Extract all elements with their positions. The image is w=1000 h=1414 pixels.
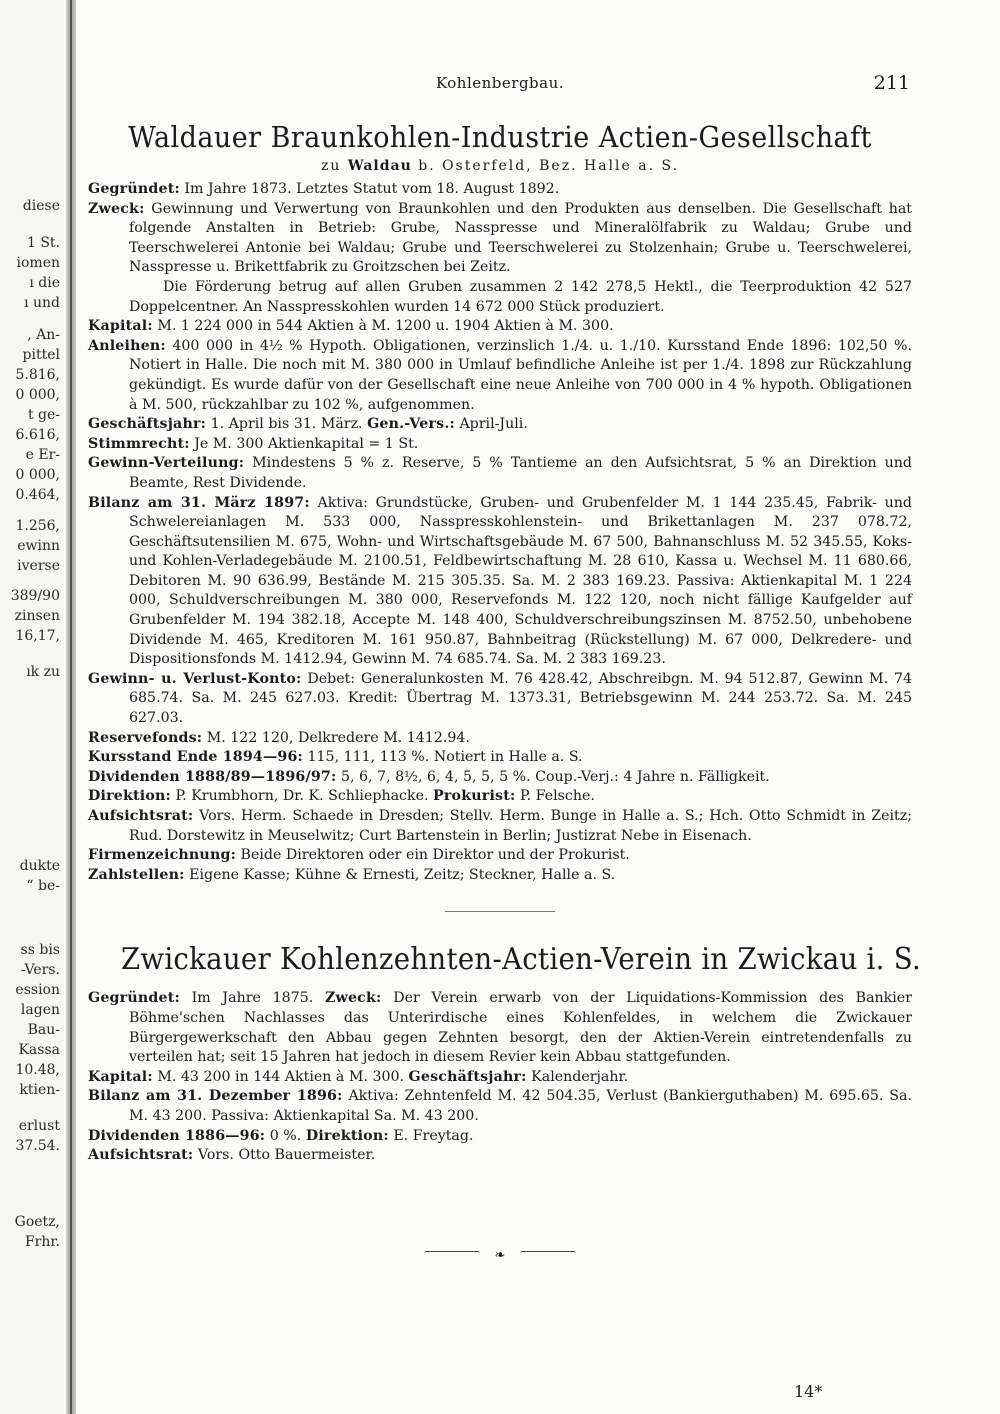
margin-fragment: iverse <box>17 558 60 574</box>
entry-text: Debet: Generalunkosten M. 76 428.42, Abschreibgn. M. 94 512.87, Gewinn M. 74 685.74. Sa. M. 245 627.03. Kredit: Übertrag M. 1373.31, Betriebsgewinn M. 244 253.72. Sa. M. 245 627.03. <box>129 670 912 727</box>
entry-label: Zahlstellen: <box>88 866 185 883</box>
entry-label: Reservefonds: <box>88 729 203 746</box>
margin-fragment: 16,17, <box>15 628 60 644</box>
margin-fragment: 1 St. <box>26 235 60 251</box>
entry <box>88 180 912 200</box>
signature-mark: 14* <box>794 1382 823 1401</box>
entry-text: Vors. Herm. Schaede in Dresden; Stellv. Herm. Bunge in Halle a. S.; Hch. Otto Schmidt in Zeitz; Rud. Dorstewitz in Meuselwitz; Curt Bartenstein in Berlin; Justizrat Nebe in Eisenach. <box>129 808 912 844</box>
entry-label: Gen.-Vers.: <box>367 416 455 433</box>
entry <box>88 729 912 749</box>
margin-fragment: -Vers. <box>20 962 60 978</box>
entry-text: Aktiva: Zehntenfeld M. 42 504.35, Verlust (Bankierguthaben) M. 695.65. Sa. M. 43 200. Passiva: Aktienkapital Sa. M. 43 200. <box>129 1088 912 1124</box>
entry-label: Dividenden 1888/89—1896/97: <box>88 768 337 785</box>
entry-text: Im Jahre 1875. <box>191 990 314 1007</box>
margin-fragment: Bau- <box>27 1022 60 1038</box>
entry-text: Eigene Kasse; Kühne & Ernesti, Zeitz; Steckner, Halle a. S. <box>189 866 616 883</box>
margin-fragment: ession <box>15 982 60 998</box>
entry <box>88 278 912 317</box>
entry-text: Beide Direktoren oder ein Direktor und der Prokurist. <box>240 847 630 864</box>
margin-fragment: ewinn <box>17 538 60 554</box>
entry-text: 400 000 in 4½ % Hypoth. Obligationen, verzinslich 1./4. u. 1./10. Kursstand Ende 1896: 102,50 %. Notiert in Halle. Die noch mit M. 380 000 in Umlauf befindliche Anleihe ist per 1./4. 1898 zur Rückzahlung gekündigt. Es wurde dafür von der Gesellschaft eine neue Anleihe von 700 000 in 4 % hypoth. Obligationen à M. 500, rückzahlbar zu 102 %, aufgenommen. <box>129 337 912 413</box>
margin-fragment: 6.616, <box>15 427 60 443</box>
entry <box>88 1146 912 1166</box>
company-title-2: Zwickauer Kohlenzehnten-Actien-Verein in Zwickau i. S. <box>120 942 922 978</box>
entry-label: Kapital: <box>88 1068 153 1085</box>
margin-fragment: 1.256, <box>15 518 60 534</box>
entry-text: P. Felsche. <box>519 788 595 805</box>
entry-text: 115, 111, 113 %. Notiert in Halle a. S. <box>307 749 583 766</box>
company-2-entries <box>88 989 912 1165</box>
margin-fragment: t ge- <box>27 407 60 423</box>
entry-text: 5, 6, 7, 8½, 6, 4, 5, 5, 5 %. Coup.-Verj.: 4 Jahre n. Fälligkeit. <box>340 768 770 785</box>
entry-text: Mindestens 5 % z. Reserve, 5 % Tantieme an den Aufsichtsrat, 5 % an Direktion und Beamte, Rest Dividende. <box>129 455 912 491</box>
entry-label: Direktion: <box>88 788 171 805</box>
margin-fragment: erlust <box>18 1118 60 1134</box>
page-body <box>88 70 922 1263</box>
entry <box>88 494 912 670</box>
margin-fragment: Kassa <box>18 1042 60 1058</box>
margin-fragment: ı die <box>29 275 60 291</box>
margin-fragment: ktien- <box>19 1082 60 1098</box>
entry-label: Direktion: <box>305 1127 389 1144</box>
entry <box>88 748 912 768</box>
page-number: 211 <box>873 72 910 94</box>
entry <box>88 768 912 788</box>
margin-fragment: 37.54. <box>15 1138 60 1154</box>
running-head <box>88 70 912 100</box>
entry <box>88 337 912 415</box>
entry-text: Gewinnung und Verwertung von Braunkohlen und den Produkten aus denselben. Die Gesellschaft hat folgende Anstalten in Betrieb: Grube, Nasspresse und Mineralölfabrik zu Waldau; Grube und Teerschwelerei Antonie bei Waldau; Grube und Teerschwelerei zu Stolzenhain; Grube u. Teerschwelerei, Nasspresse u. Brikettfabrik zu Groitzschen bei Zeitz. <box>129 200 912 276</box>
entry-label: Zweck: <box>324 990 382 1007</box>
entry-label: Gewinn- u. Verlust-Konto: <box>88 670 302 687</box>
margin-fragment: ı und <box>24 295 60 311</box>
entry-label: Geschäftsjahr: <box>408 1068 527 1085</box>
margin-fragment: 10.48, <box>15 1062 60 1078</box>
entry-label: Zweck: <box>88 200 145 217</box>
entry-text: Kalenderjahr. <box>531 1068 629 1085</box>
entry <box>88 866 912 886</box>
margin-fragment: diese <box>22 198 60 214</box>
entry-text: April-Juli. <box>459 416 528 433</box>
entry-label: Kursstand Ende 1894—96: <box>88 749 303 766</box>
entry-label: Anleihen: <box>88 337 166 354</box>
location-rest: b. Osterfeld, Bez. Halle a. S. <box>418 158 680 174</box>
entry-text: Im Jahre 1873. Letztes Statut vom 18. August 1892. <box>184 181 560 197</box>
margin-fragment: 0 000, <box>15 387 60 403</box>
end-ornament <box>425 1244 575 1263</box>
entry-label: Gegründet: <box>88 990 180 1007</box>
margin-fragment: Goetz, <box>14 1214 60 1230</box>
entry-label: Geschäftsjahr: <box>88 416 207 433</box>
entry-label: Prokurist: <box>433 788 516 805</box>
entry-label: Kapital: <box>88 318 153 335</box>
entry-label: Bilanz am 31. Dezember 1896: <box>88 1088 343 1105</box>
margin-fragment: Frhr. <box>24 1234 60 1250</box>
entry-text: Vors. Otto Bauermeister. <box>197 1147 376 1164</box>
entry-label: Firmenzeichnung: <box>88 847 237 864</box>
entry-text: Je M. 300 Aktienkapital = 1 St. <box>194 435 419 452</box>
margin-fragment: ss bis <box>20 942 60 958</box>
entry <box>88 670 912 729</box>
entry-label: Gewinn-Verteilung: <box>88 455 245 472</box>
margin-fragment: 0 000, <box>15 467 60 483</box>
entry-text: M. 122 120, Delkredere M. 1412.94. <box>206 729 470 746</box>
margin-fragment: dukte <box>19 858 60 874</box>
ornament-line-left <box>425 1251 479 1252</box>
entry-label: Aufsichtsrat: <box>88 808 194 824</box>
entry-text: M. 43 200 in 144 Aktien à M. 300. <box>157 1068 405 1085</box>
entry-text: 0 %. <box>269 1127 302 1144</box>
location-town: Waldau <box>347 158 412 174</box>
section-divider <box>445 911 555 912</box>
margin-fragment: pittel <box>22 347 60 363</box>
entry-text: Der Verein erwarb von der Liquidations-Kommission des Bankier Böhme'schen Nachlasses das Unterirdische eines Kohlenfeldes, in welchem die Zwickauer Bürgergewerkschaft den Abbau gegen Zehnten besorgt, den der Aktien-Verein eintretendenfalls zu verteilen hat; seit 15 Jahren hat jedoch in diesem Revier kein Abbau stattgefunden. <box>129 990 912 1066</box>
margin-fragment: , An- <box>27 327 60 343</box>
entry <box>88 787 912 807</box>
entry <box>88 846 912 866</box>
entry <box>88 989 912 1067</box>
entry <box>88 1068 912 1088</box>
entry-label: Bilanz am 31. März 1897: <box>88 494 310 511</box>
entry <box>88 1087 912 1126</box>
entry-text: 1. April bis 31. März. <box>210 416 363 433</box>
entry-label: Gegründet: <box>88 181 180 197</box>
company-location <box>88 158 912 174</box>
margin-fragment: zinsen <box>14 608 60 624</box>
margin-fragment: lagen <box>20 1002 60 1018</box>
entry-label: Dividenden 1886—96: <box>88 1127 266 1144</box>
entry-label: Stimmrecht: <box>88 435 190 452</box>
entry-text: Die Förderung betrug auf allen Gruben zusammen 2 142 278,5 Hektl., die Teerproduktion 42 527 Doppelcentner. An Nasspresskohlen wurden 14 672 000 Stück produziert. <box>129 278 912 315</box>
location-prefix: zu <box>320 158 342 174</box>
entry-label: Aufsichtsrat: <box>88 1147 194 1164</box>
adjacent-page-margin <box>0 0 64 1414</box>
entry <box>88 415 912 435</box>
entry-text: M. 1 224 000 in 544 Aktien à M. 1200 u. 1904 Aktien à M. 300. <box>157 318 614 335</box>
entry <box>88 454 912 493</box>
margin-fragment: 0.464, <box>15 487 60 503</box>
entry <box>88 435 912 455</box>
entry <box>88 1127 912 1147</box>
ornament-icon: ❧ <box>494 1247 506 1263</box>
margin-fragment: ık zu <box>26 664 60 680</box>
entry-text: Aktiva: Grundstücke, Gruben- und Grubenfelder M. 1 144 235.45, Fabrik- und Schwelereianlagen M. 533 000, Nasspresskohlenstein- und Brikettanlagen M. 237 078.72, Geschäftsutensilien M. 675, Wohn- und Wirtschaftsgebäude M. 67 500, Bahnanschluss M. 52 345.55, Koks- und Kohlen-Verladegebäude M. 2100.51, Feldbewirtschaftung M. 28 610, Kassa u. Wechsel M. 11 680.66, Debitoren M. 90 636.99, Bestände M. 215 305.35. Sa. M. 2 383 169.23. Passiva: Aktienkapital M. 1 224 000, Schuldverschreibungen M. 380 000, Reservefonds M. 122 120, noch nicht fällige Kaufgelder auf Grubenfelder M. 194 382.18, Accepte M. 148 400, Schuldverschreibungszinsen M. 8752.50, unbehobene Dividende M. 465, Kreditoren M. 161 950.87, Bahnbeitrag (Rückstellung) M. 67 000, Delkredere- und Dispositionsfonds M. 1412.94, Gewinn M. 74 685.74. Sa. M. 2 383 169.23. <box>129 494 913 668</box>
entry-text: P. Krumbhorn, Dr. K. Schliephacke. <box>175 788 429 805</box>
margin-fragment: “ be- <box>26 878 60 894</box>
margin-fragment: 5.816, <box>15 367 60 383</box>
company-title-1: Waldauer Braunkohlen-Industrie Actien-Gesellschaft <box>128 120 872 154</box>
running-head-title: Kohlenbergbau. <box>435 74 565 92</box>
margin-fragment: 389/90 <box>10 588 60 604</box>
margin-fragment: e Er- <box>25 447 60 463</box>
gutter-shadow <box>70 0 72 1414</box>
margin-fragment: iomen <box>16 255 60 271</box>
ornament-line-right <box>521 1251 575 1252</box>
entry <box>88 200 912 278</box>
entry <box>88 317 912 337</box>
entry-text: E. Freytag. <box>393 1127 474 1144</box>
company-1-entries <box>88 180 912 885</box>
entry <box>88 807 912 846</box>
